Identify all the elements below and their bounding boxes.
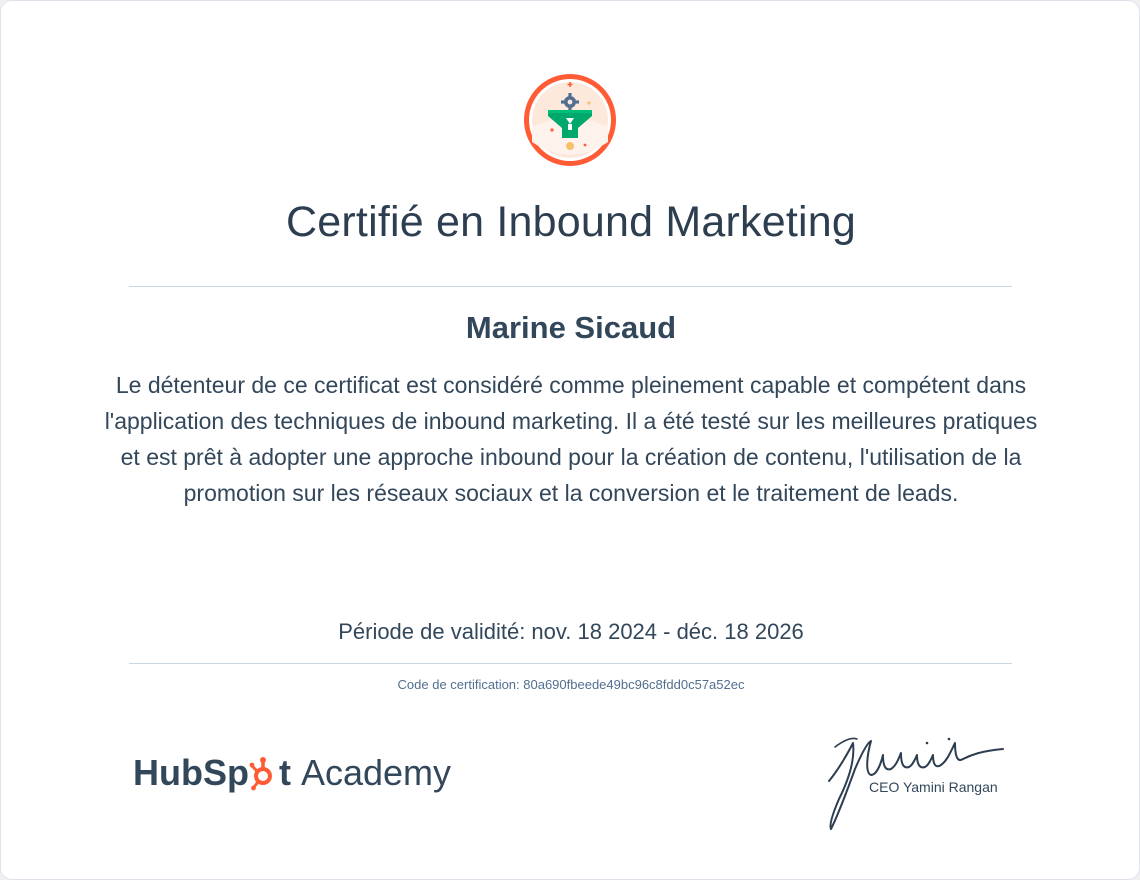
- divider: [129, 286, 1012, 287]
- validity-period: Période de validité: nov. 18 2024 - déc. 18 2026: [338, 619, 804, 644]
- hubspot-sprocket-icon: [249, 755, 279, 791]
- holder-name: Marine Sicaud: [465, 310, 677, 345]
- hubspot-wordmark: [133, 752, 291, 794]
- certificate-title: Certifié en Inbound Marketing: [286, 198, 856, 246]
- logo-brand-left: HubSp: [133, 752, 249, 793]
- hubspot-academy-logo: [133, 749, 451, 797]
- inbound-funnel-badge-icon: [522, 72, 618, 168]
- logo-brand-right: t: [278, 752, 291, 793]
- logo-product: Academy: [300, 752, 452, 793]
- certification-code: Code de certification: 80a690fbeede49bc96c8fdd0c57a52ec: [397, 677, 745, 692]
- divider: [129, 663, 1012, 664]
- certificate-description: Le détenteur de ce certificat est considéré comme pleinement capable et compétent dans l'application des techniques de inbound marketing. Il a été testé sur les meilleures pratiques et est prêt à adopter une approche inbound pour la création de contenu, l'utilisation de la promotion sur les réseaux sociaux et la conversion et le traitement de leads.: [104, 372, 1038, 506]
- signatory-title: CEO Yamini Rangan: [869, 779, 998, 795]
